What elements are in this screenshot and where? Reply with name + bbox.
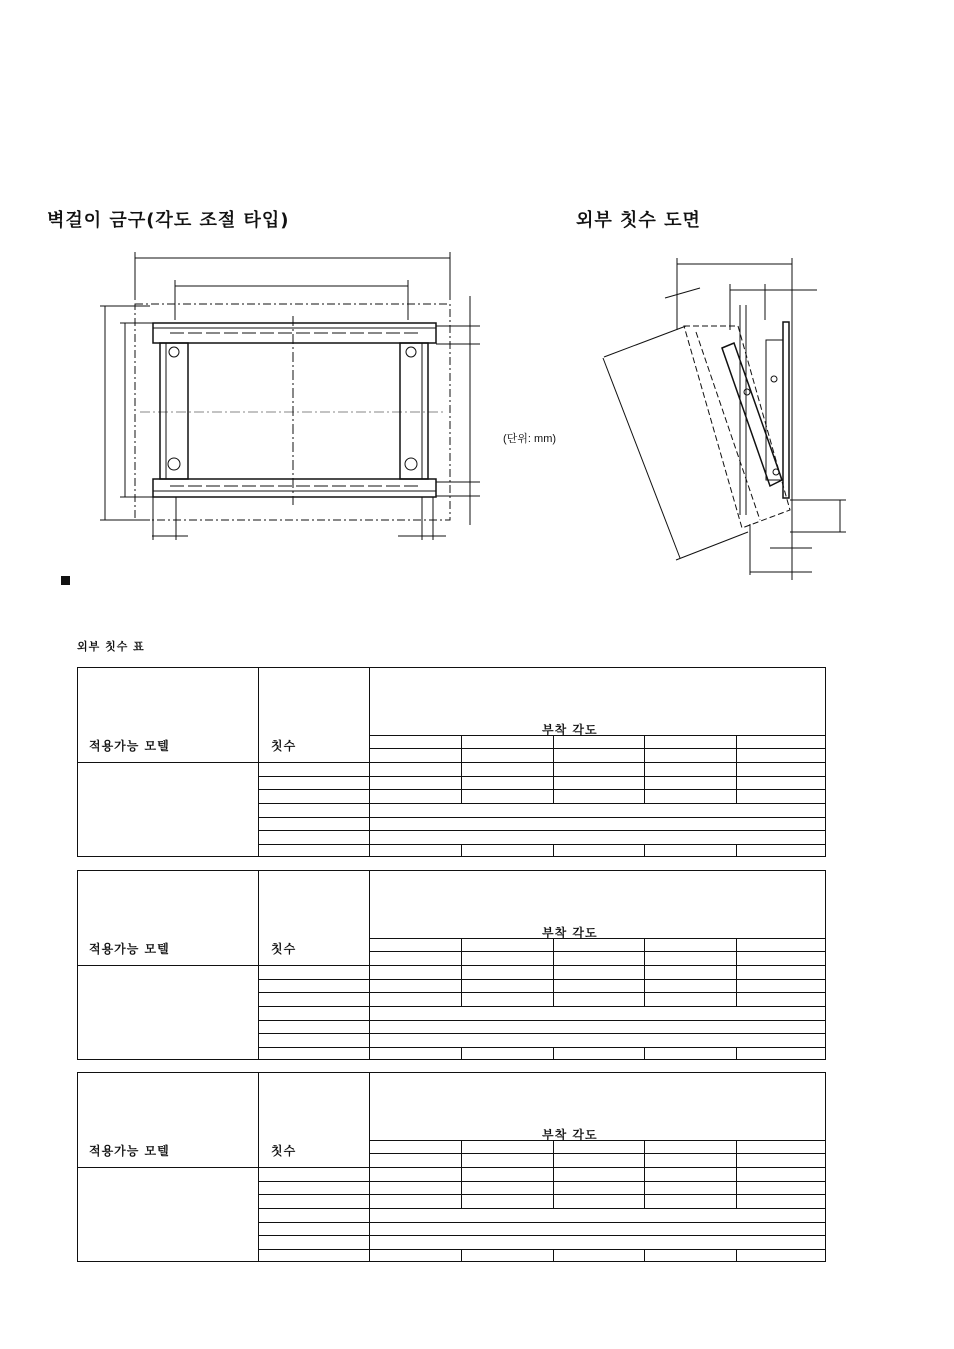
angle-column-header: 부착 각도 <box>542 926 598 940</box>
table-caption: 외부 칫수 표 <box>77 640 145 653</box>
dimension-drawing-title: 외부 칫수 도면 <box>576 210 701 231</box>
bullet-square <box>61 576 70 585</box>
dimension-table <box>77 1072 826 1262</box>
angle-column-header: 부착 각도 <box>542 1128 598 1142</box>
unit-note: (단위: mm) <box>503 433 557 445</box>
front-view-drawing <box>100 252 480 540</box>
dimension-table <box>77 667 826 857</box>
angle-column-header: 부착 각도 <box>542 723 598 737</box>
dimension-column-header: 칫수 <box>271 1144 297 1158</box>
bracket-drawing-title: 벽걸이 금구(각도 조절 타입) <box>47 210 290 231</box>
model-column-header: 적용가능 모텔 <box>89 739 170 753</box>
technical-drawings <box>0 0 954 600</box>
dimension-column-header: 칫수 <box>271 739 297 753</box>
side-view-drawing <box>603 258 846 580</box>
model-column-header: 적용가능 모텔 <box>89 1144 170 1158</box>
model-column-header: 적용가능 모텔 <box>89 942 170 956</box>
dimension-column-header: 칫수 <box>271 942 297 956</box>
dimension-table <box>77 870 826 1060</box>
